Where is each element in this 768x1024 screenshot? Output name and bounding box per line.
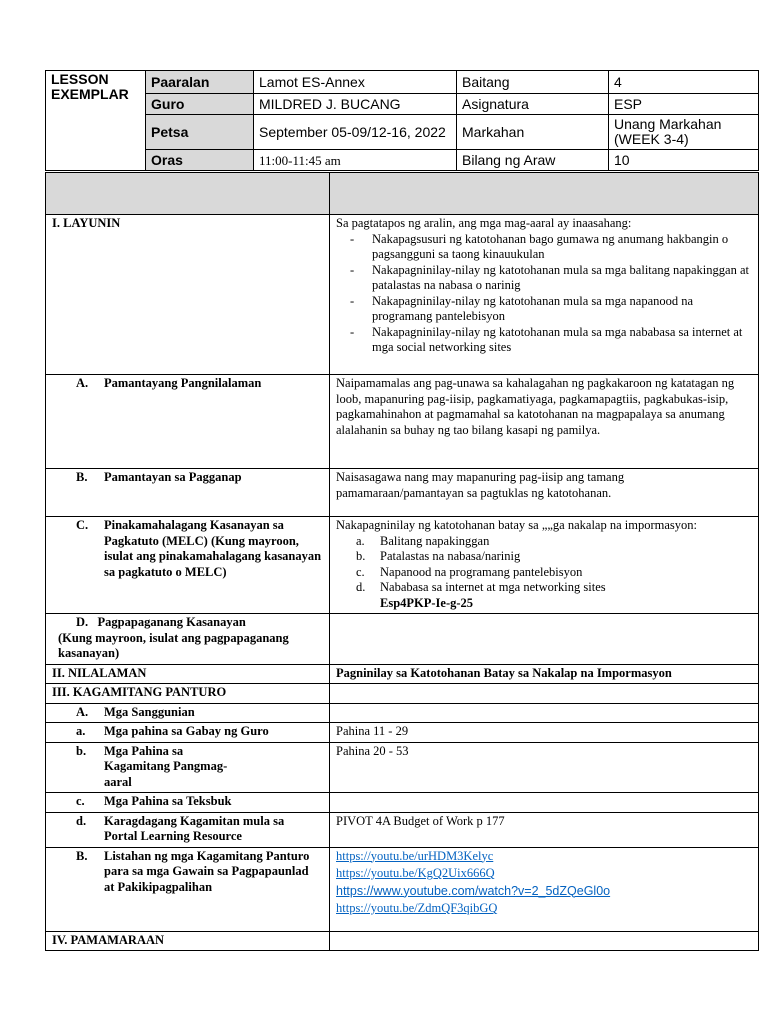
gabay-ng-guro-value: Pahina 11 - 29 (330, 723, 759, 743)
main-table (45, 172, 759, 951)
lesson-exemplar-label: LESSON EXEMPLAR (46, 71, 146, 171)
oras-label: Oras (146, 150, 254, 171)
guro-value: MILDRED J. BUCANG (254, 94, 457, 115)
petsa-label: Petsa (146, 115, 254, 150)
melc-code: Esp4PKP-Ie-g-25 (380, 595, 474, 610)
pagpapaganang-kasanayan-title: Pagpapaganang Kasanayan (97, 615, 246, 629)
list-item: - Nakapagsusuri ng katotohanan bago gumawa ng anumang hakbangin o pagsangguni sa taong kinauukulan (350, 231, 729, 261)
asignatura-label: Asignatura (457, 94, 609, 115)
pamantayang-pangnilalaman-title: Pamantayang Pangnilalaman (104, 376, 262, 390)
kagamitang-pangmag-aaral-row: b. Mga Pahina sa Kagamitang Pangmag-aaral Pahina 20 - 53 (46, 742, 759, 793)
header-table (45, 70, 759, 171)
guro-label: Guro (146, 94, 254, 115)
melc-intro: Nakapagninilay ng katotohanan batay sa „„ga nakalap na impormasyon: (336, 518, 697, 532)
layunin-content (330, 215, 759, 375)
list-item: c. Napanood na programang pantelebisyon (356, 564, 583, 579)
mga-sanggunian-title: Mga Sanggunian (104, 704, 195, 719)
gabay-ng-guro-row: a. Mga pahina sa Gabay ng Guro Pahina 11 - 29 (46, 723, 759, 743)
teksbuk-value (330, 793, 759, 813)
layunin-intro: Sa pagtatapos ng aralin, ang mga mag-aaral ay inaasahang: (336, 216, 632, 230)
paaralan-label: Paaralan (146, 71, 254, 94)
kagamitang-panturo-title: III. KAGAMITANG PANTURO (46, 684, 330, 704)
list-item: - Nakapagninilay-nilay ng katotohanan mula sa mga nababasa sa internet at mga social networking sites (350, 324, 743, 354)
baitang-label: Baitang (457, 71, 609, 94)
youtube-link[interactable]: https://www.youtube.com/watch?v=2_5dZQeGl0o (336, 883, 611, 898)
list-item: a. Balitang napakinggan (356, 533, 490, 548)
links-cell (330, 847, 759, 931)
nilalaman-row (46, 664, 759, 684)
mga-sanggunian-row: A. Mga Sanggunian (46, 703, 759, 723)
oras-value: 11:00-11:45 am (254, 150, 457, 171)
melc-row: C. Pinakamahalagang Kasanayan sa Pagkatuto (MELC) (Kung mayroon, isulat ang pinakamahalagang kasanayan sa pagkatuto o MELC) Nakapagninilay ng katotohanan batay sa „„ga nakalap na impormasyon: a. Balitang napakinggan b. Patalastas na nabasa/narinig c. Napanood na programang pantelebisyon d. Nababasa sa internet at mga networking sites Esp4PKP-Ie-g-25 (46, 517, 759, 614)
kagamitang-pangmag-aaral-value: Pahina 20 - 53 (330, 742, 759, 793)
asignatura-value: ESP (609, 94, 759, 115)
petsa-value: September 05-09/12-16, 2022 (254, 115, 457, 150)
karagdagang-kagamitan-value: PIVOT 4A Budget of Work p 177 (330, 812, 759, 847)
pamantayan-sa-pagganap-title: Pamantayan sa Pagganap (104, 470, 242, 484)
layunin-list (336, 232, 752, 356)
teksbuk-row: c. Mga Pahina sa Teksbuk (46, 793, 759, 813)
markahan-label: Markahan (457, 115, 609, 150)
melc-content (330, 517, 759, 614)
karagdagang-kagamitan-row: d. Karagdagang Kagamitan mula sa Portal Learning Resource PIVOT 4A Budget of Work p 177 (46, 812, 759, 847)
youtube-link[interactable]: https://youtu.be/KgQ2Uix666Q (336, 866, 495, 880)
list-item: - Nakapagninilay-nilay ng katotohanan mula sa mga balitang napakinggan at patalastas na nabasa o narinig (350, 262, 749, 292)
pamamaraan-title: IV. PAMAMARAAN (46, 931, 330, 951)
pamantayan-sa-pagganap-row: B. Pamantayan sa Pagganap Naisasagawa nang may mapanuring pag-iisip ang tamang pamamaraan/pamantayan sa pagtuklas ng katotohanan. (46, 469, 759, 517)
melc-list (336, 534, 752, 596)
pagpapaganang-kasanayan-note: (Kung mayroon, isulat ang pagpapaganang kasanayan) (58, 630, 289, 660)
list-item: - Nakapagninilay-nilay ng katotohanan mula sa mga napanood na programang pantelebisyon (350, 293, 694, 323)
list-item: b. Patalastas na nabasa/narinig (356, 549, 521, 563)
pamantayang-pangnilalaman-content: Naipamamalas ang pag-unawa sa kahalagahan ng pagkakaroon ng katatagan ng loob, mapanuring pag-iisip, pagkamatiyaga, pagkamapagtiis, pagkabukas-isip, pagkamahinahon at pagmamahal sa katotohanan na magpapalaya sa anumang alalahanin sa buhay ng tao bilang kasapi ng pamilya. (330, 375, 759, 469)
nilalaman-title: II. NILALAMAN (46, 664, 330, 684)
listahan-title: Listahan ng mga Kagamitang Panturo para sa mga Gawain sa Pagpapaunlad at Pakikipagpalihan (104, 848, 310, 894)
list-item: d. Nababasa sa internet at mga networking sites (356, 580, 606, 594)
bilang-ng-araw-value: 10 (609, 150, 759, 171)
pamamaraan-row (46, 931, 759, 951)
pamantayang-pangnilalaman-row: A. Pamantayang Pangnilalaman Naipamamalas ang pag-unawa sa kahalagahan ng pagkakaroon ng katatagan ng loob, mapanuring pag-iisip, pagkamatiyaga, pagkamapagtiis, pagkabukas-isip, pagkamahinahon at pagmamahal sa katotohanan na magpapalaya sa anumang alalahanin sa buhay ng tao bilang kasapi ng pamilya. (46, 375, 759, 469)
layunin-row (46, 215, 759, 375)
listahan-ng-kagamitan-row: B. Listahan ng mga Kagamitang Panturo para sa mga Gawain sa Pagpapaunlad at Pakikipagpalihan https://youtu.be/urHDM3Kelyc https://youtu.be/KgQ2Uix666Q https://www.youtube.com/watch?v=2_5dZQeGl0o https://youtu.be/ZdmQF3qibGQ (46, 847, 759, 931)
pamantayan-sa-pagganap-content: Naisasagawa nang may mapanuring pag-iisip ang tamang pamamaraan/pamantayan sa pagtuklas ng katotohanan. (330, 469, 759, 517)
bilang-ng-araw-label: Bilang ng Araw (457, 150, 609, 171)
markahan-value: Unang Markahan (WEEK 3-4) (609, 115, 759, 150)
melc-title: Pinakamahalagang Kasanayan sa Pagkatuto (MELC) (Kung mayroon, isulat ang pinakamahalagang kasanayan sa pagkatuto o MELC) (104, 518, 322, 579)
layunin-title: I. LAYUNIN (46, 215, 330, 375)
youtube-link[interactable]: https://youtu.be/urHDM3Kelyc (336, 848, 494, 863)
youtube-link[interactable]: https://youtu.be/ZdmQF3qibGQ (336, 901, 498, 915)
paaralan-value: Lamot ES-Annex (254, 71, 457, 94)
pagpapaganang-kasanayan-row: D. Pagpapaganang Kasanayan (Kung mayroon, isulat ang pagpapaganang kasanayan) (46, 614, 759, 665)
baitang-value: 4 (609, 71, 759, 94)
gray-header-row (46, 173, 759, 215)
nilalaman-content: Pagninilay sa Katotohanan Batay sa Nakalap na Impormasyon (330, 664, 759, 684)
kagamitang-panturo-row (46, 684, 759, 704)
